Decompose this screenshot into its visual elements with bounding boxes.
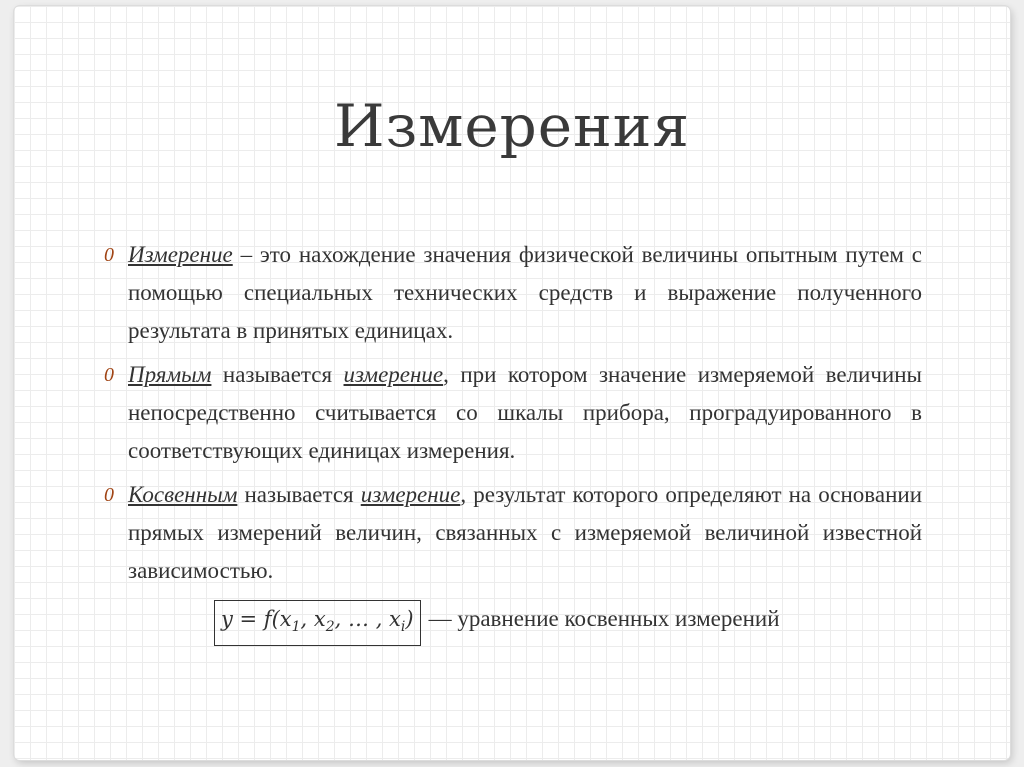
term-direct: Прямым (128, 362, 212, 387)
bullet-item-indirect (104, 476, 922, 590)
slide-title: Измерения (333, 92, 690, 160)
formula-sub-i: i (400, 619, 406, 636)
term-indirect: Косвенным (128, 482, 238, 507)
formula-sub-2: 2 (325, 619, 335, 636)
term-measurement: измерение (343, 362, 444, 387)
bullet-text-connector: называется (211, 362, 344, 387)
formula-lhs: y = f(x (221, 607, 292, 631)
formula-close: ) (405, 607, 414, 631)
bullet-text: – это нахождение значения физической величины опытным путем с помощью специальных технических средств и выражение полученного результата в принятых единицах. (128, 242, 922, 343)
bullet-list (104, 236, 922, 596)
term-measurement: измерение (360, 482, 461, 507)
bullet-marker: 0 (104, 364, 114, 386)
bullet-item-direct (104, 356, 922, 470)
bullet-text: , результат которого определяют на основании прямых измерений величин, связанных с измеряемой величиной известной зависимостью. (128, 482, 923, 583)
formula-sep-1: , x (300, 607, 326, 631)
bullet-text-connector: называется (237, 482, 361, 507)
formula-sub-1: 1 (291, 619, 301, 636)
bullet-item-definition (104, 236, 922, 350)
formula-box (214, 600, 421, 646)
term-measurement: Измерение (128, 242, 233, 267)
formula-description: — уравнение косвенных измерений (428, 606, 780, 631)
formula-sep-2: , … , x (334, 607, 401, 631)
bullet-text: , при котором значение измеряемой величины непосредственно считывается со шкалы прибора, проградуированного в соответствующих единицах измерения. (128, 362, 922, 463)
bullet-marker: 0 (104, 244, 114, 266)
bullet-marker: 0 (104, 484, 114, 506)
equation-line (214, 600, 780, 646)
